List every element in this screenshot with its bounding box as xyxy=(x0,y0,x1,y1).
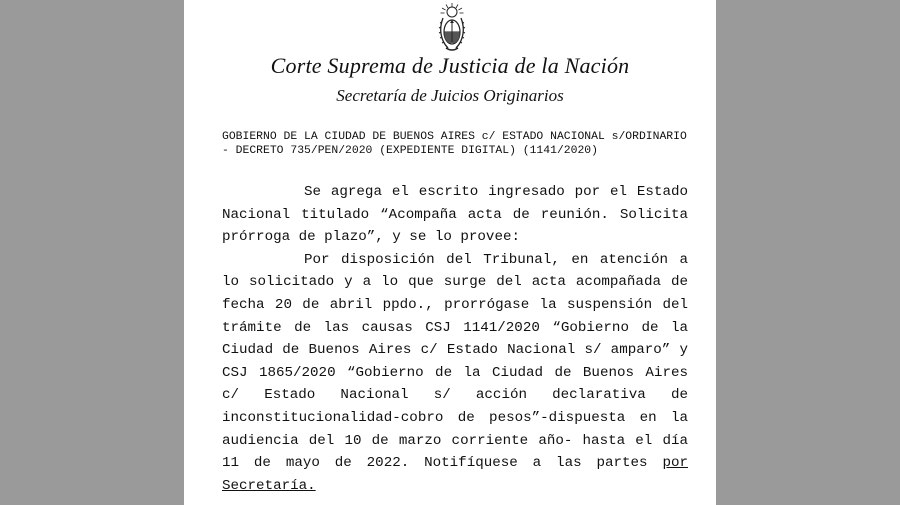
paragraph-2-text: Por disposición del Tribunal, en atención a lo solicitado y a lo que surge del acta acompañada de fecha 20 de abril ppdo., prorrógase la suspensión del trámite de las causas CSJ 1141/2020 “Gobierno de la Ciudad de Buenos Aires c/ Estado Nacional s/ amparo” y CSJ 1865/2020 “Gobierno de la Ciudad de Buenos Aires c/ Estado Nacional s/ acción declarativa de inconstitucionalidad-cobro de pesos”-dispuesta en la audiencia del 10 de marzo corriente año- hasta el día 11 de mayo de 2022. Notifíquese a las partes xyxy=(222,251,688,472)
resolution-body xyxy=(222,181,688,497)
case-caption: GOBIERNO DE LA CIUDAD DE BUENOS AIRES c/ ESTADO NACIONAL s/ORDINARIO - DECRETO 735/PEN/2020 (EXPEDIENTE DIGITAL) (1141/2020) xyxy=(222,131,687,157)
notification-method: por Secretaría. xyxy=(222,455,688,494)
paragraph-1: Se agrega el escrito ingresado por el Estado Nacional titulado “Acompaña acta de reunión. Solicita prórroga de plazo”, y se lo provee: xyxy=(222,184,688,246)
argentine-coat-of-arms-icon xyxy=(437,2,467,54)
document-page xyxy=(184,0,716,505)
secretaria-name: Secretaría de Juicios Originarios xyxy=(336,86,564,105)
paragraph-2 xyxy=(222,249,688,498)
court-name: Corte Suprema de Justicia de la Nación xyxy=(270,53,630,78)
